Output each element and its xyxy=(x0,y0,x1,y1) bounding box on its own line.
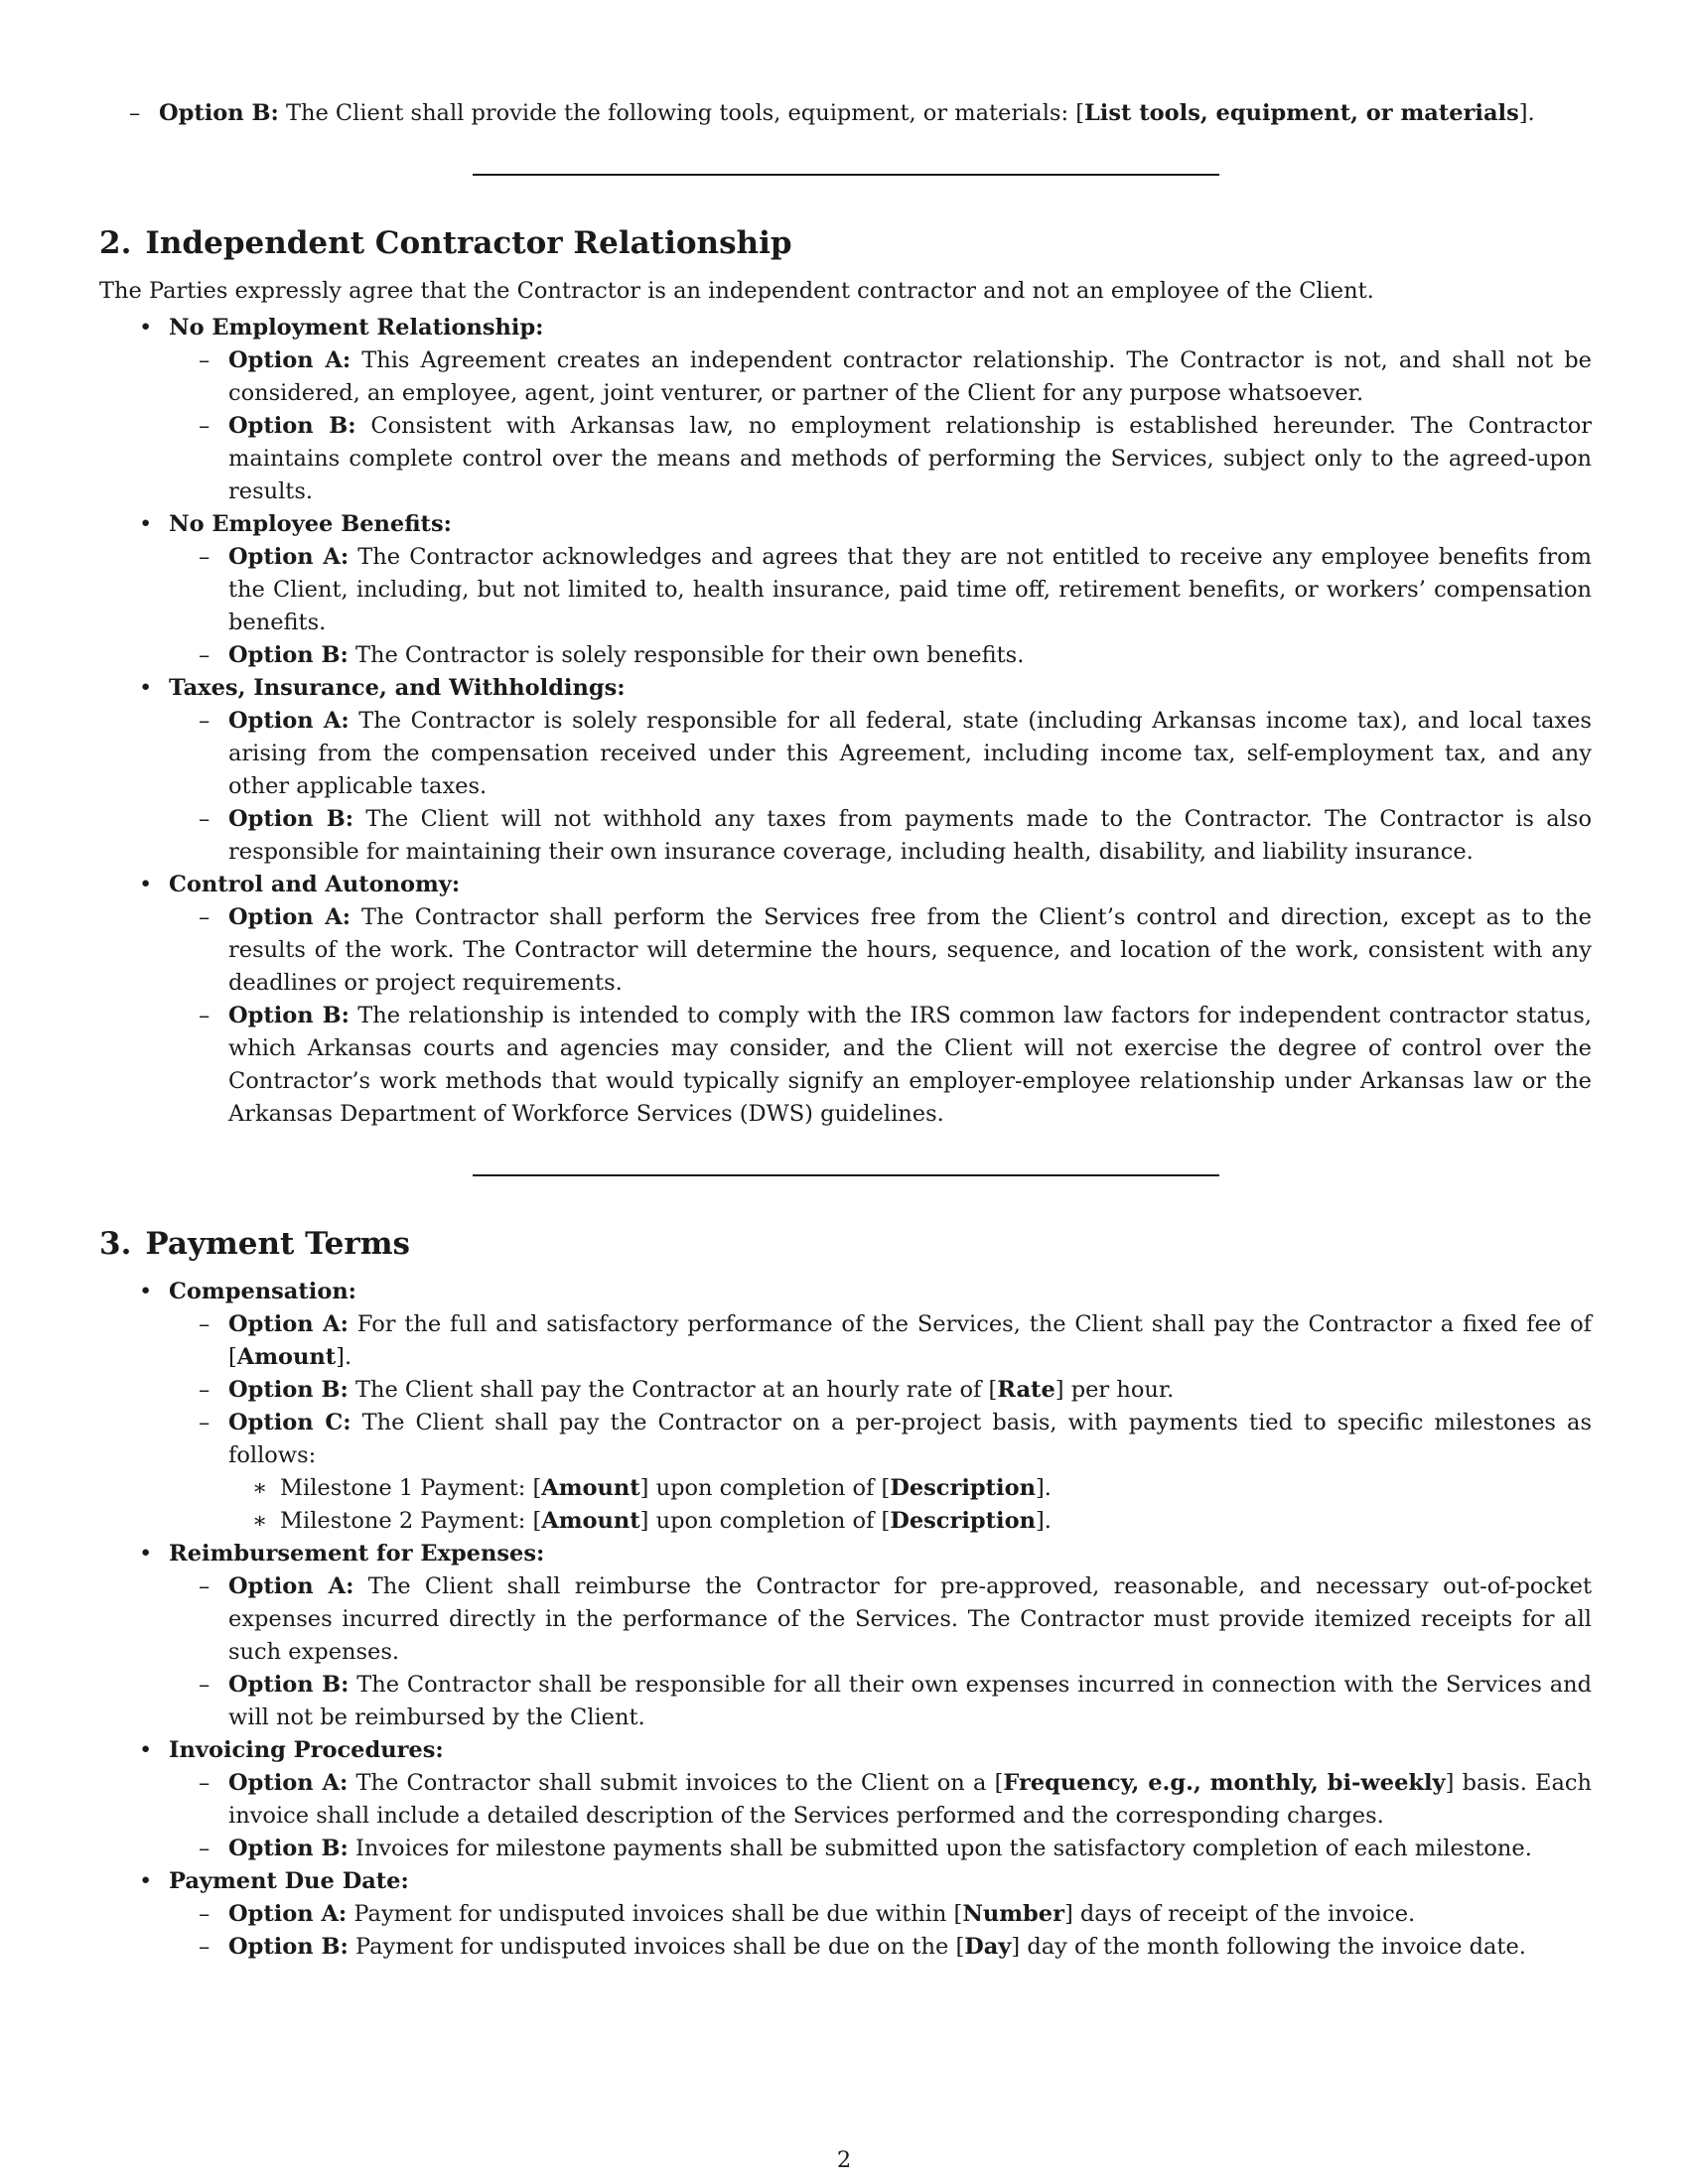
list-item: – Option A: The Contractor acknowledges and agrees that they are not entitled to receive any employee benefits from the Client, including, but not limited to, health insurance, paid time off, retirement benefits, or workers’ compensation benefits. xyxy=(199,544,1592,635)
list-item: • Invoicing Procedures: – Option A: The Contractor shall submit invoices to the Client on a [Frequency, e.g., monthly, bi-weekly] basis. Each invoice shall include a detailed description of the Services performed and the corresponding charges. – Option B: Invoices for milestone payments shall be submitted upon the satisfactory completion of each milestone. xyxy=(99,1734,1592,1865)
bullet: • xyxy=(139,315,153,341)
dash-bullet: – xyxy=(129,100,141,126)
milestone-item: ∗ Milestone 2 Payment: [Amount] upon completion of [Description]. xyxy=(228,1505,1592,1538)
placeholder: List tools, equipment, or materials xyxy=(1083,100,1519,126)
list-item: – Option B: The Contractor is solely responsible for their own benefits. xyxy=(199,642,1025,668)
list-item: – Option A: This Agreement creates an independent contractor relationship. The Contractor is not, and shall not be considered, an employee, agent, joint venturer, or partner of the Client for any purpose whatsoever. xyxy=(199,347,1592,406)
placeholder: Description xyxy=(890,1508,1036,1534)
page-number: 2 xyxy=(836,2147,852,2173)
list-item: – Option A: Payment for undisputed invoices shall be due within [Number] days of receipt of the invoice. xyxy=(199,1901,1416,1927)
list-item: – Option B: Invoices for milestone payments shall be submitted upon the satisfactory completion of each milestone. xyxy=(199,1836,1532,1861)
list-item: – Option A: For the full and satisfactory performance of the Services, the Client shall pay the Contractor a fixed fee of [Amount]. xyxy=(199,1311,1592,1370)
bullet: • xyxy=(139,1279,153,1304)
list-item: • Compensation: – Option A: For the full and satisfactory performance of the Services, the Client shall pay the Contractor a fixed fee of [Amount]. – Option B: The Client shall pay the Contractor at an hourly rate of [Rate] per hour. – Option C: The Client shall pay the Contractor on a per-project basis, with payments tied to specific milestones as follows: ∗ Milestone 1 Payment: [Amount] upon completion of [Description]. ∗ Milestone 2 Payment: [Amount] upon completion of [Description]. xyxy=(99,1276,1592,1538)
bullet: • xyxy=(139,511,153,537)
list-item: – Option B: The Contractor shall be responsible for all their own expenses incurred in connection with the Services and will not be reimbursed by the Client. xyxy=(199,1672,1593,1730)
section-heading: 3. Payment Terms xyxy=(99,1226,410,1262)
carryover-list xyxy=(99,97,1592,130)
section3-list xyxy=(99,1276,1592,1964)
placeholder: Rate xyxy=(997,1377,1055,1403)
section-heading: 2. Independent Contractor Relationship xyxy=(99,225,792,261)
placeholder: Description xyxy=(890,1475,1036,1501)
document-page xyxy=(99,97,1592,1964)
bullet: • xyxy=(139,1868,153,1894)
list-item: – Option B: Payment for undisputed invoices shall be due on the [Day] day of the month following the invoice date. xyxy=(199,1934,1526,1960)
bullet: • xyxy=(139,1737,153,1763)
list-item: – Option B: The Client shall pay the Contractor at an hourly rate of [Rate] per hour. xyxy=(199,1377,1175,1403)
bullet: • xyxy=(139,872,153,897)
section-divider xyxy=(473,1174,1219,1176)
asterisk-bullet: ∗ xyxy=(252,1475,268,1501)
list-item: • No Employment Relationship: – Option A: This Agreement creates an independent contractor relationship. The Contractor is not, and shall not be considered, an employee, agent, joint venturer, or partner of the Client for any purpose whatsoever. – Option B: Consistent with Arkansas law, no employment relationship is established hereunder. The Contractor maintains complete control over the means and methods of performing the Services, subject only to the agreed-upon results. xyxy=(99,312,1592,508)
list-item: • Payment Due Date: – Option A: Payment for undisputed invoices shall be due within [Number] days of receipt of the invoice. – Option B: Payment for undisputed invoices shall be due on the [Day] day of the month following the invoice date. xyxy=(99,1865,1592,1964)
placeholder: Frequency, e.g., monthly, bi-weekly xyxy=(1003,1770,1446,1796)
list-item: – Option A: The Client shall reimburse the Contractor for pre-approved, reasonable, and necessary out-of-pocket expenses incurred directly in the performance of the Services. The Contractor must provide itemized receipts for all such expenses. xyxy=(199,1573,1592,1665)
placeholder: Amount xyxy=(541,1475,640,1501)
bullet: • xyxy=(139,675,153,701)
list-item: – Option B: The Client shall provide the following tools, equipment, or materials: [List tools, equipment, or materials]. xyxy=(99,97,1592,130)
list-item: • Control and Autonomy: – Option A: The Contractor shall perform the Services free from the Client’s control and direction, except as to the results of the work. The Contractor will determine the hours, sequence, and location of the work, consistent with any deadlines or project requirements. – Option B: The relationship is intended to comply with the IRS common law factors for independent contractor status, which Arkansas courts and agencies may consider, and the Client will not exercise the degree of control over the Contractor’s work methods that would typically signify an employer-employee relationship under Arkansas law or the Arkansas Department of Workforce Services (DWS) guidelines. xyxy=(99,869,1592,1131)
list-item: • No Employee Benefits: – Option A: The Contractor acknowledges and agrees that they are not entitled to receive any employee benefits from the Client, including, but not limited to, health insurance, paid time off, retirement benefits, or workers’ compensation benefits. – Option B: The Contractor is solely responsible for their own benefits. xyxy=(99,508,1592,672)
list-item: – Option C: The Client shall pay the Contractor on a per-project basis, with payments tied to specific milestones as follows: ∗ Milestone 1 Payment: [Amount] upon completion of [Description]. ∗ Milestone 2 Payment: [Amount] upon completion of [Description]. xyxy=(169,1407,1592,1538)
placeholder: Amount xyxy=(236,1344,337,1370)
section-divider xyxy=(473,174,1219,176)
option-label: Option B: xyxy=(159,100,279,126)
list-item: – Option B: The relationship is intended to comply with the IRS common law factors for independent contractor status, which Arkansas courts and agencies may consider, and the Client will not exercise the degree of control over the Contractor’s work methods that would typically signify an employer-employee relationship under Arkansas law or the Arkansas Department of Workforce Services (DWS) guidelines. xyxy=(199,1003,1593,1127)
section-intro: The Parties expressly agree that the Contractor is an independent contractor and not an employee of the Client. xyxy=(99,278,1374,304)
list-item: – Option A: The Contractor shall perform the Services free from the Client’s control and direction, except as to the results of the work. The Contractor will determine the hours, sequence, and location of the work, consistent with any deadlines or project requirements. xyxy=(199,904,1592,996)
list-item: – Option B: Consistent with Arkansas law, no employment relationship is established hereunder. The Contractor maintains complete control over the means and methods of performing the Services, subject only to the agreed-upon results. xyxy=(199,413,1593,504)
list-item: – Option A: The Contractor shall submit invoices to the Client on a [Frequency, e.g., monthly, bi-weekly] basis. Each invoice shall include a detailed description of the Services performed and the corresponding charges. xyxy=(199,1770,1592,1829)
asterisk-bullet: ∗ xyxy=(252,1508,268,1534)
section2-list xyxy=(99,312,1592,1131)
list-item: – Option A: The Contractor is solely responsible for all federal, state (including Arkansas income tax), and local taxes arising from the compensation received under this Agreement, including income tax, self-employment tax, and any other applicable taxes. xyxy=(199,708,1592,799)
placeholder: Day xyxy=(964,1934,1012,1960)
list-item: – Option B: The Client will not withhold any taxes from payments made to the Contractor. The Contractor is also responsible for maintaining their own insurance coverage, including health, disability, and liability insurance. xyxy=(199,806,1593,865)
placeholder: Number xyxy=(962,1901,1064,1927)
bullet: • xyxy=(139,1541,153,1567)
placeholder: Amount xyxy=(541,1508,640,1534)
milestone-item: ∗ Milestone 1 Payment: [Amount] upon completion of [Description]. xyxy=(228,1472,1592,1505)
list-item: • Reimbursement for Expenses: – Option A: The Client shall reimburse the Contractor for pre-approved, reasonable, and necessary out-of-pocket expenses incurred directly in the performance of the Services. The Contractor must provide itemized receipts for all such expenses. – Option B: The Contractor shall be responsible for all their own expenses incurred in connection with the Services and will not be reimbursed by the Client. xyxy=(99,1538,1592,1734)
list-item: • Taxes, Insurance, and Withholdings: – Option A: The Contractor is solely responsible for all federal, state (including Arkansas income tax), and local taxes arising from the compensation received under this Agreement, including income tax, self-employment tax, and any other applicable taxes. – Option B: The Client will not withhold any taxes from payments made to the Contractor. The Contractor is also responsible for maintaining their own insurance coverage, including health, disability, and liability insurance. xyxy=(99,672,1592,869)
